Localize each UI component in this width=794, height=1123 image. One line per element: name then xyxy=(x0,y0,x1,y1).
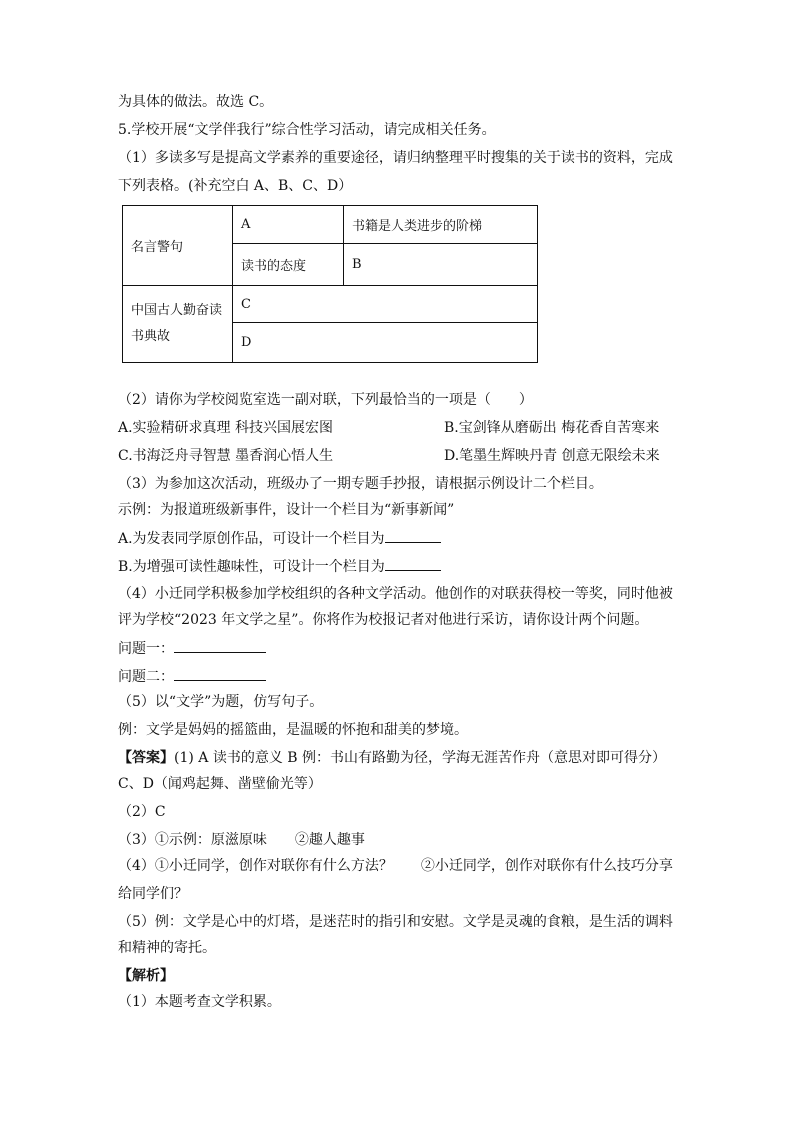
question-5: （5）以“文学”为题，仿写句子。 xyxy=(118,694,324,710)
question-3-example: 示例：为报道班级新事件，设计一个栏目为“新事新闻” xyxy=(118,502,455,518)
question-3-a-text: A.为发表同学原创作品，可设计一个栏目为 xyxy=(118,531,385,547)
analysis-heading: 【解析】 xyxy=(118,968,174,984)
text-line: （4）①小迁同学，创作对联你有什么方法？ ②小迁同学，创作对联你有什么技巧分享 xyxy=(118,858,673,874)
table-cell-attitude: 读书的态度 xyxy=(233,244,344,286)
answer-blank[interactable] xyxy=(385,528,441,543)
question-3-a xyxy=(118,528,441,549)
text-line: 给同学们？ xyxy=(118,886,188,902)
option-c: C.书海泛舟寻智慧 墨香润心悟人生 xyxy=(118,448,334,464)
table-cell-stories-label xyxy=(123,286,233,363)
question-label: 问题二： xyxy=(118,669,174,685)
text-line: 和精神的寄托。 xyxy=(118,940,216,956)
option-a: A.实验精研求真理 科技兴国展宏图 xyxy=(118,420,334,436)
question-4-item-2 xyxy=(118,666,266,687)
question-4-item-1 xyxy=(118,638,266,659)
table-cell-c: C xyxy=(233,286,538,323)
answer-blank[interactable] xyxy=(174,638,266,653)
reading-table xyxy=(122,205,538,363)
answer-heading: 【答案】 xyxy=(118,750,174,766)
text-line: （5）例：文学是心中的灯塔，是迷茫时的指引和安慰。文学是灵魂的食粮，是生活的调料 xyxy=(118,914,673,930)
question-3-b-text: B.为增强可读性趣味性，可设计一个栏目为 xyxy=(118,559,385,575)
option-d: D.笔墨生辉映丹青 创意无限绘未来 xyxy=(444,448,660,464)
text-line: （2）C xyxy=(118,804,166,820)
question-label: 问题一： xyxy=(118,641,174,657)
table-cell-d: D xyxy=(233,323,538,363)
table-cell-quote: 书籍是人类进步的阶梯 xyxy=(344,206,538,244)
question-3-b xyxy=(118,556,441,577)
table-cell-b: B xyxy=(344,244,538,286)
option-b: B.宝剑锋从磨砺出 梅花香自苦寒来 xyxy=(444,420,660,436)
answer-text: (1) A 读书的意义 B 例：书山有路勤为径，学海无涯苦作舟（意思对即可得分） xyxy=(174,750,667,766)
text-line: （1）本题考查文学积累。 xyxy=(118,994,281,1010)
text-line: （3）①示例：原滋原味 ②趣人趣事 xyxy=(118,832,365,848)
question-5-example: 例：文学是妈妈的摇篮曲，是温暖的怀抱和甜美的梦境。 xyxy=(118,722,468,738)
question-3: （3）为参加这次活动，班级办了一期专题手抄报，请根据示例设计二个栏目。 xyxy=(118,476,603,492)
question-2: （2）请你为学校阅览室选一副对联，下列最恰当的一项是（ ） xyxy=(118,392,533,408)
table-cell-a: A xyxy=(233,206,344,244)
answer-blank[interactable] xyxy=(385,556,441,571)
table-cell-stories-text: 中国古人勤奋读书典故 xyxy=(131,303,223,344)
text-line: C、D（闻鸡起舞、凿壁偷光等） xyxy=(118,776,322,792)
text-line: 下列表格。(补充空白 A、B、C、D） xyxy=(118,178,353,194)
question-5-title: 5.学校开展“文学伴我行”综合性学习活动，请完成相关任务。 xyxy=(118,122,496,138)
question-4: （4）小迁同学积极参加学校组织的各种文学活动。他创作的对联获得校一等奖，同时他被 xyxy=(118,586,673,602)
answer-blank[interactable] xyxy=(174,666,266,681)
answer-line-1 xyxy=(118,748,666,768)
table-cell-quotes-label: 名言警句 xyxy=(123,206,233,286)
text-line: 评为学校“2023 年文学之星”。你将作为校报记者对他进行采访，请你设计两个问题。 xyxy=(118,612,649,628)
text-line: （1）多读多写是提高文学素养的重要途径，请归纳整理平时搜集的关于读书的资料，完成 xyxy=(118,150,673,166)
text-line: 为具体的做法。故选 C。 xyxy=(118,94,274,110)
